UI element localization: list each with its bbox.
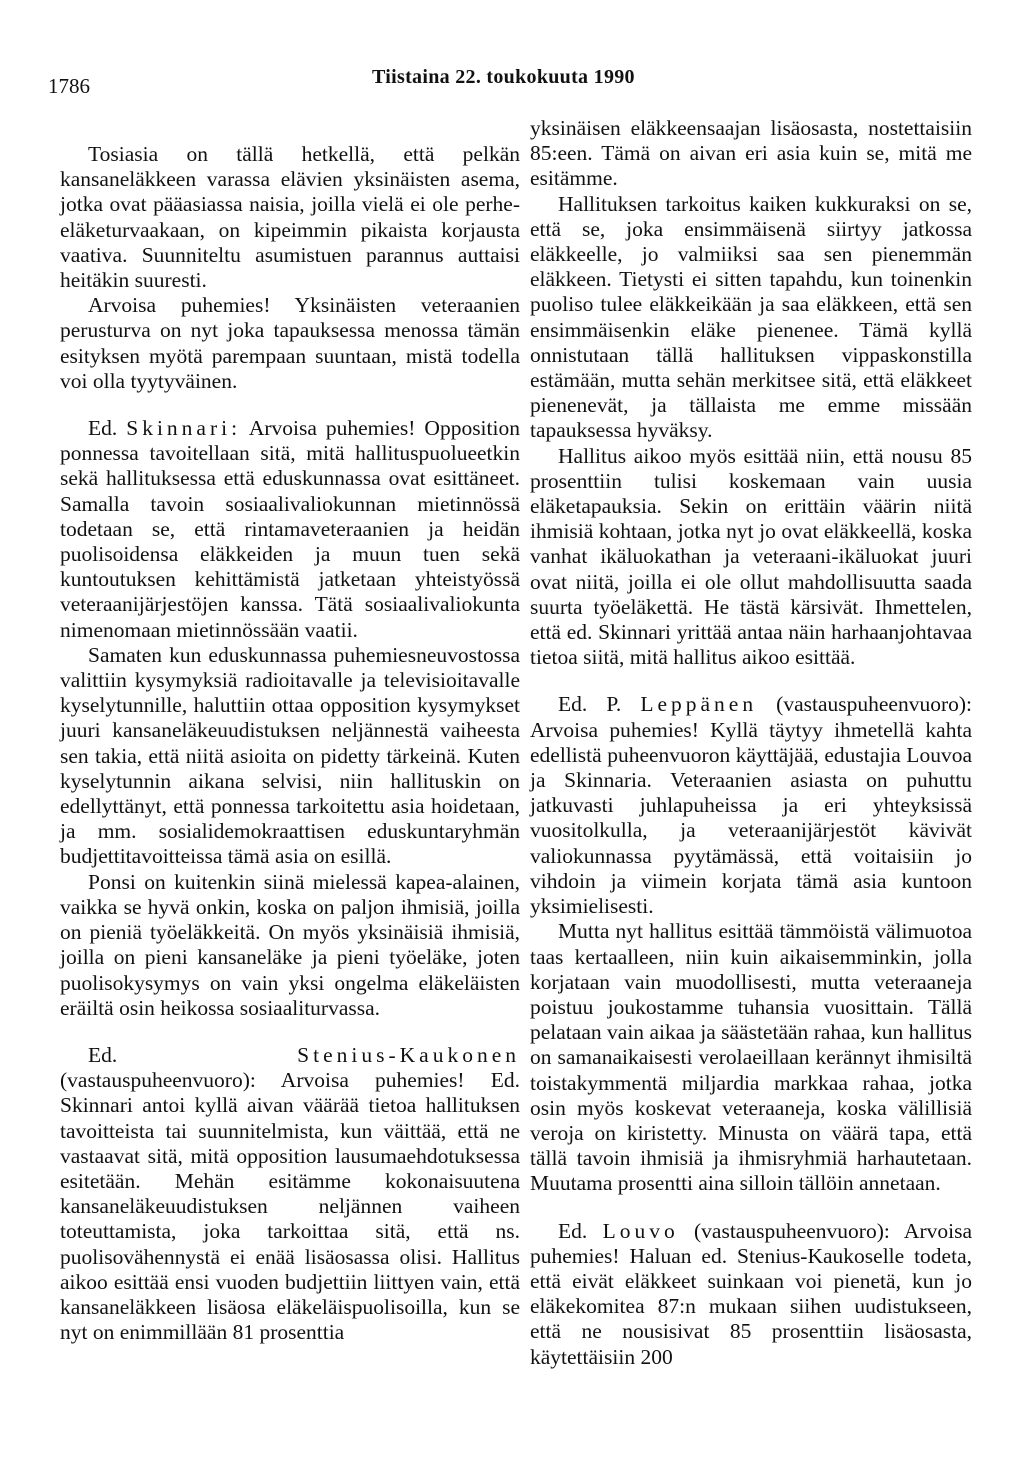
paragraph-continued: yksinäisen eläkkeensaajan lisäosasta, nostettaisiin 85:een. Tämä on aivan eri asia kuin se, mitä me esitämme. (530, 116, 972, 191)
speaker-prefix: Ed. (88, 1042, 118, 1067)
speaker-name: Louvo (602, 1218, 679, 1243)
right-column (530, 116, 972, 1370)
paragraph: Hallitus aikoo myös esittää niin, että nousu 85 prosenttiin tulisi koskemaan vain uusia eläketapauksia. Sekin on erittäin väärin niitä ihmisiä kohtaan, jotka nyt jo ovat eläkkeellä, koska vanhat ikäluokathan ja veteraani-ikäluokat juuri ovat niitä, joilla ei ole ollut mahdollisuutta saada suurta työeläkettä. He tästä kärsivät. Ihmettelen, että ed. Skinnari yrittää antaa näin harhaanjohtavaa tietoa siitä, mitä hallitus aikoo esittää. (530, 443, 972, 670)
page-number: 1786 (48, 74, 90, 98)
speech-leppanen (530, 692, 972, 919)
paragraph: Samaten kun eduskunnassa puhemiesneuvostossa valittiin kysymyksiä radioitavalle ja televisioitavalle kyselytunnille, haluttiin ottaa opposition kysymykset juuri kansaneläkeuudistuksen neljännestä vaiheesta sen takia, että niitä asioita on pidetty tärkeinä. Kuten kyselytunnin aikana selvisi, niin hallituskin on edellyttänyt, että ponnessa tarkoitettu asia hoidetaan, ja mm. sosialidemokraattisen eduskuntaryhmän budjettitavoitteissa tämä asia on esillä. (60, 642, 520, 869)
speaker-prefix: Ed. (88, 416, 118, 441)
speech-text: Arvoisa puhemies! Opposition ponnessa tavoitellaan sitä, mitä hallituspuolueetkin sekä hallituksessa että eduskunnassa ovat esittäneet. Samalla tavoin sosiaalivaliokunnan mietinnössä todetaan se, että rintamaveteraanien ja heidän puolisoidensa eläkkeiden ja muun tuen sekä kuntoutuksen kehittämistä jatketaan yhteistyössä veteraanijärjestöjen kanssa. Tätä sosiaalivaliokunta nimenomaan mietinnössään vaatii. (60, 416, 520, 642)
paragraph: Mutta nyt hallitus esittää tämmöistä välimuotoa taas kertaalleen, niin kuin aikaisemminkin, jolla korjataan vain muodollisesti, mutta veteraaneja poistuu joukostamme tuhansia vuosittain. Tällä pelataan vain aikaa ja säästetään rahaa, kun hallitus on samanaikaisesti verolaeillaan kerännyt ihmisiltä toistakymmentä miljardia markkaa rahaa, jotka osin myös koskevat veteraaneja, koska välillisiä veroja on kiristetty. Minusta on väärä tapa, että tällä tavoin ihmisiä ja ihmisryhmiä harhautetaan. Muutama prosentti aina silloin tällöin annetaan. (530, 919, 972, 1196)
speech-stenius-kaukonen (60, 1043, 520, 1345)
speaker-name: Stenius-Kaukonen (297, 1042, 520, 1067)
speech-skinnari (60, 416, 520, 643)
speech-louvo (530, 1219, 972, 1370)
left-column (60, 142, 520, 1345)
running-head-date: Tiistaina 22. toukokuuta 1990 (372, 66, 635, 88)
speech-text: (vastauspuheenvuoro): Arvoisa puhemies! Kyllä täytyy ihmetellä kahta edellistä puheenvuoron käyttäjää, edustajia Louvoa ja Skinnaria. Veteraanien asiasta on puhuttu jatkuvasti juhlapuheissa ja eri yhteyksissä vuositolkulla, ja veteraanijärjestöt kävivät valiokunnassa pyytämässä, että voitaisiin jo vihdoin ja viimein korjata tämä asia kuntoon yksimielisesti. (530, 692, 972, 919)
speaker-prefix: Ed. P. (558, 692, 622, 717)
speaker-name: Skinnari: (126, 416, 242, 441)
speech-text: (vastauspuheenvuoro): Arvoisa puhemies! Ed. Skinnari antoi kyllä aivan väärää tietoa hallituksen tavoitteista tai suunnitelmista, kun väittää, että ne vastaavat sitä, mitä opposition lausumaehdotuksessa esitetään. Mehän esitämme kokonaisuutena kansaneläkeuudistuksen neljännen vaiheen toteuttamista, joka tarkoittaa sitä, että ns. puolisovähennystä ei enää lisäosassa olisi. Hallitus aikoo esittää ensi vuoden budjettiin liittyen vain, että kansaneläkkeen lisäosa eläkeläispuolisoilla, kun se nyt on enimmillään 81 prosenttia (60, 1068, 520, 1345)
paragraph: Arvoisa puhemies! Yksinäisten veteraanien perusturva on nyt joka tapauksessa menossa tämän esityksen myötä parempaan suuntaan, mistä todella voi olla tyytyväinen. (60, 293, 520, 393)
speaker-name: Leppänen (640, 692, 758, 717)
paragraph: Ponsi on kuitenkin siinä mielessä kapea-alainen, vaikka se hyvä onkin, koska on paljon ihmisiä, joilla on pieniä työeläkkeitä. On myös yksinäisiä ihmisiä, joilla on pieni kansaneläke ja pieni työeläke, joten puolisokysymys on vain yksi ongelma eläkeläisten eräiltä osin heikossa sosiaaliturvassa. (60, 869, 520, 1020)
speaker-prefix: Ed. (558, 1218, 588, 1243)
paragraph: Hallituksen tarkoitus kaiken kukkuraksi on se, että se, joka ensimmäisenä siirtyy jatkossa eläkkeelle, jo valmiiksi saa sen pienemmän eläkkeen. Tietysti ei sitten tapahdu, kun toinenkin puoliso tulee eläkkeikään ja saa eläkkeen, että sen ensimmäisenkin eläke pienenee. Tämä kyllä onnistutaan tällä hallituksen vippaskonstilla estämään, mutta sehän merkitsee sitä, että eläkkeet pienenevät, ja tällaista me emme missään tapauksessa hyväksy. (530, 191, 972, 443)
paragraph: Tosiasia on tällä hetkellä, että pelkän kansaneläkkeen varassa elävien yksinäisten asema, jotka ovat pääasiassa naisia, joilla vielä ei ole perhe-eläketurvaakaan, on kipeimmin pikaista korjausta vaativa. Suunniteltu asumistuen parannus auttaisi heitäkin suuresti. (60, 142, 520, 293)
speech-text: (vastauspuheenvuoro): Arvoisa puhemies! Haluan ed. Stenius-Kaukoselle todeta, että eivät eläkkeet suinkaan voi pienetä, kun jo eläkekomitea 87:n mukaan siihen uudistukseen, että ne nousisivat 85 prosenttiin lisäosasta, käytettäisiin 200 (530, 1218, 973, 1369)
